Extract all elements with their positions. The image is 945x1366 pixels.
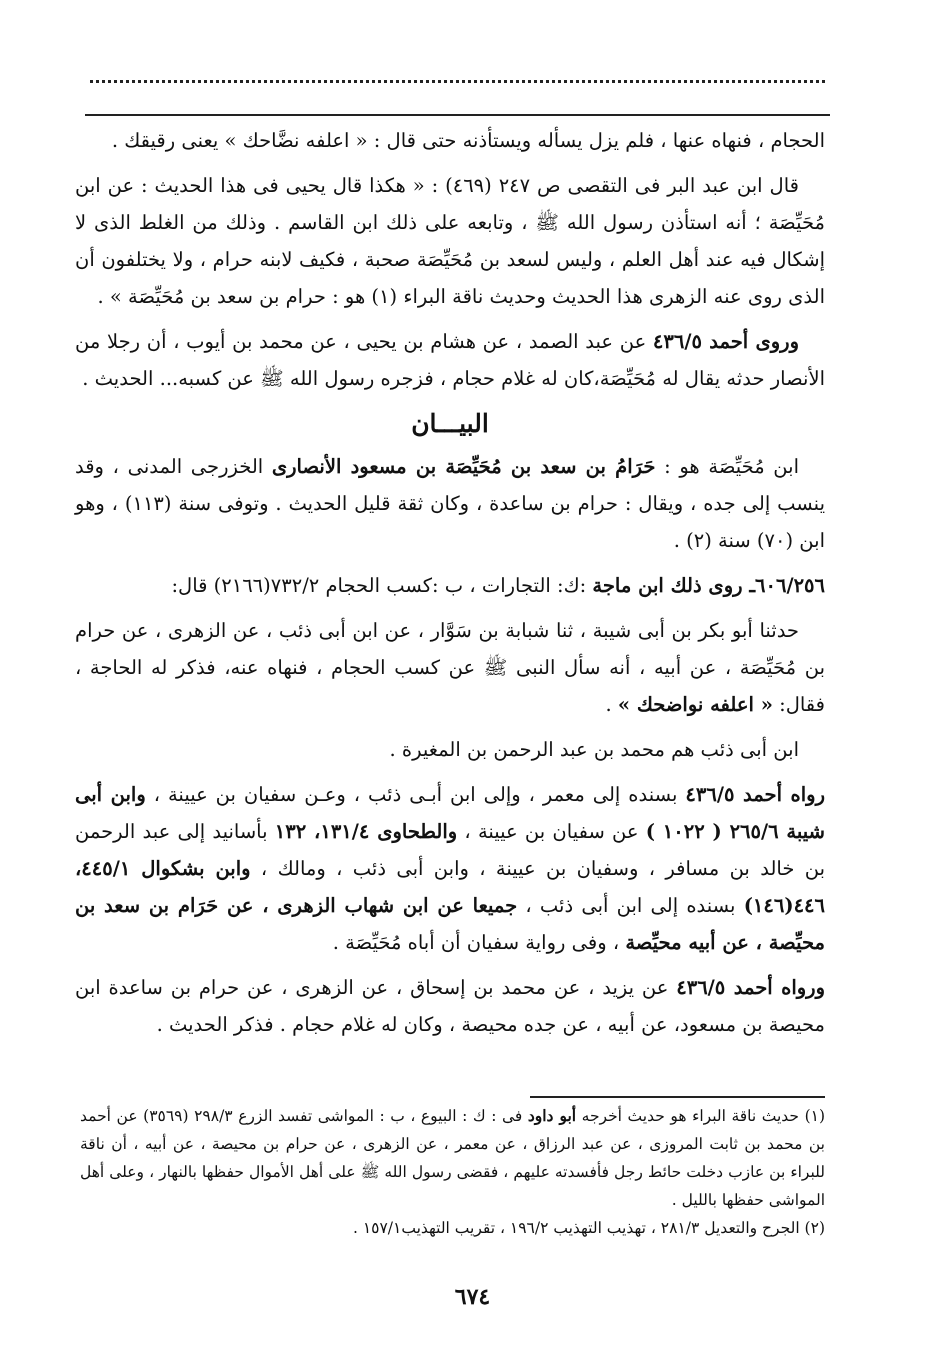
- paragraph-ahmad-second: [75, 969, 825, 1043]
- footnotes: [80, 1102, 825, 1242]
- paragraph-text: عن يزيد ، عن محمد بن إسحاق ، عن الزهرى ، عن حرام بن ساعدة ابن محيصة بن مسعود، عن أبيه ، عن جده محيصة ، وكان له غلام حجام . فذكر الحديث .: [75, 976, 825, 1036]
- paragraph-ahmad-narration: [75, 323, 825, 397]
- paragraph-takhrij: [75, 776, 825, 961]
- source-ref: رواه أحمد ٤٣٦/٥: [685, 783, 825, 806]
- section-heading: البيـــان: [411, 409, 489, 438]
- footnote-1: [80, 1102, 825, 1214]
- source-ref: وروى أحمد ٤٣٦/٥: [652, 330, 799, 353]
- paragraph-bayan: [75, 448, 825, 559]
- source-ref: ورواه أحمد ٤٣٦/٥: [676, 976, 825, 999]
- paragraph-text: عن عبد الصمد ، عن هشام بن يحيى ، عن محمد بن أيوب ، أن رجلا من الأنصار حدثه يقال له مُحَيِّصَة،كان له غلام حجام ، فزجره رسول الله ﷺ عن كسبه... الحديث .: [75, 330, 825, 390]
- paragraph-text: حدثنا أبو بكر بن أبى شيبة ، ثنا شبابة بن سَوَّار ، عن ابن أبى ذئب ، عن الزهرى ، عن حرام بن مُحَيِّصَة ، عن أبيه ، أنه سأل النبى ﷺ عن كسب الحجام ، فنهاه عنه، فذكر له الحاجة ، فقال:: [75, 619, 825, 716]
- paragraph-text: ، وفى رواية سفيان أن أباه مُحَيِّصَة .: [332, 931, 626, 954]
- footnote-text: فى : ك : البيوع ، ب : المواشى تفسد الزرع ٢٩٨/٣ (٣٥٦٩) عن أحمد بن محمد بن ثابت المروزى ، عن عبد الرزاق ، عن معمر ، عن الزهرى ، عن حرام بن محيصة ، عن أبيه ، أن ناقة للبراء بن عازب دخلت حائط رجل فأفسدته عليهم ، فقضى رسول الله ﷺ على أهل الأموال حفظها بالنهار ، وعلى أهل المواشى حفظها بالليل .: [80, 1107, 825, 1209]
- main-text: [75, 122, 825, 1051]
- source-ref: والطحاوى ١٣١/٤، ١٣٢: [274, 820, 458, 843]
- footnote-rule: [530, 1096, 825, 1098]
- paragraph-text: بسنده إلى معمر ، وإلى ابن أبـى ذئب ، وعـن سفيان بن عيينة ،: [145, 783, 686, 806]
- footnote-text: (١) حديث ناقة البراء هو حديث أخرجه: [576, 1107, 826, 1125]
- paragraph-1: الحجام ، فنهاه عنها ، فلم يزل يسأله ويستأذنه حتى قال : « اعلفه نضَّاحك » يعنى رقيقك .: [111, 129, 825, 152]
- paragraph-ibn-abd-al-barr: قال ابن عبد البر فى التقصى ص ٢٤٧ (٤٦٩) : « هكذا قال يحيى فى هذا الحديث : عن ابن مُحَيِّصَة ؛ أنه استأذن رسول الله ﷺ ، وتابعه على ذلك ابن القاسم . وذلك من الغلط الذى لا إشكال فيه عند أهل العلم ، وليس لسعد بن مُحَيِّصَة صحبة ، فكيف لابنه حرام ، ولا يختلفون أن الذى روى عنه الزهرى هذا الحديث وحديث ناقة البراء (١) هو : حرام بن سعد بن مُحَيِّصَة » .: [75, 174, 825, 308]
- page-number: ٦٧٤: [454, 1284, 491, 1310]
- paragraph-text: الخزرجى المدنى ، وقد ينسب إلى جده ، ويقال : حرام بن ساعدة ، وكان ثقة قليل الحديث . وتوفى سنة (١١٣) ، وهو ابن (٧٠) سنة (٢) .: [75, 455, 825, 552]
- paragraph-text: عن سفيان بن عيينة ،: [457, 820, 646, 843]
- paragraph-text: بأسانيد إلى عبد الرحمن بن خالد بن مسافر ، وسفيان بن عيينة ، وابن أبى ذئب ، ومالك ،: [75, 820, 826, 880]
- header-dotted-line: [90, 80, 825, 83]
- footnote-source: أبو داود: [527, 1106, 577, 1125]
- header-rule: [85, 114, 830, 116]
- narrator-name: حَرَامُ بن سعد بن مُحَيِّصَة بن مسعود الأنصارى: [271, 455, 656, 478]
- hadith-256-heading: [75, 567, 825, 604]
- paragraph-text: .: [605, 693, 618, 716]
- paragraph-hadith-text: [75, 612, 825, 723]
- chain-summary: جميعا عن ابن شهاب الزهرى ، عن حَرَام بن سعد بن محيِّصة ، عن أبيه محيِّصة: [75, 894, 825, 954]
- footnote-2: (٢) الجرح والتعديل ٢٨١/٣ ، تهذيب التهذيب ١٩٦/٢ ، تقريب التهذيب١٥٧/١ .: [352, 1219, 825, 1237]
- hadith-quote: « اعلفه نواضحك »: [617, 693, 773, 716]
- paragraph-ibn-abi-dhib: ابن أبى ذئب هم محمد بن عبد الرحمن بن المغيرة .: [389, 738, 799, 761]
- source-ref: وابن بشكوال ٤٤٥/١، ٤٤٦(١٤٦): [75, 857, 825, 917]
- paragraph-text: بسنده إلى ابن أبى ذئب ،: [517, 894, 744, 917]
- source-ref: وابن أبى شيبة ٢٦٥/٦ ( ١٠٢٢ ): [75, 783, 825, 843]
- paragraph-text: ابن مُحَيِّصَة هو :: [655, 455, 800, 478]
- hadith-source: :ك: التجارات ، ب :كسب الحجام ٧٣٢/٢(٢١٦٦) قال:: [171, 574, 593, 597]
- hadith-number: ٦٠٦/٢٥٦ـ روى ذلك ابن ماجة: [592, 574, 825, 597]
